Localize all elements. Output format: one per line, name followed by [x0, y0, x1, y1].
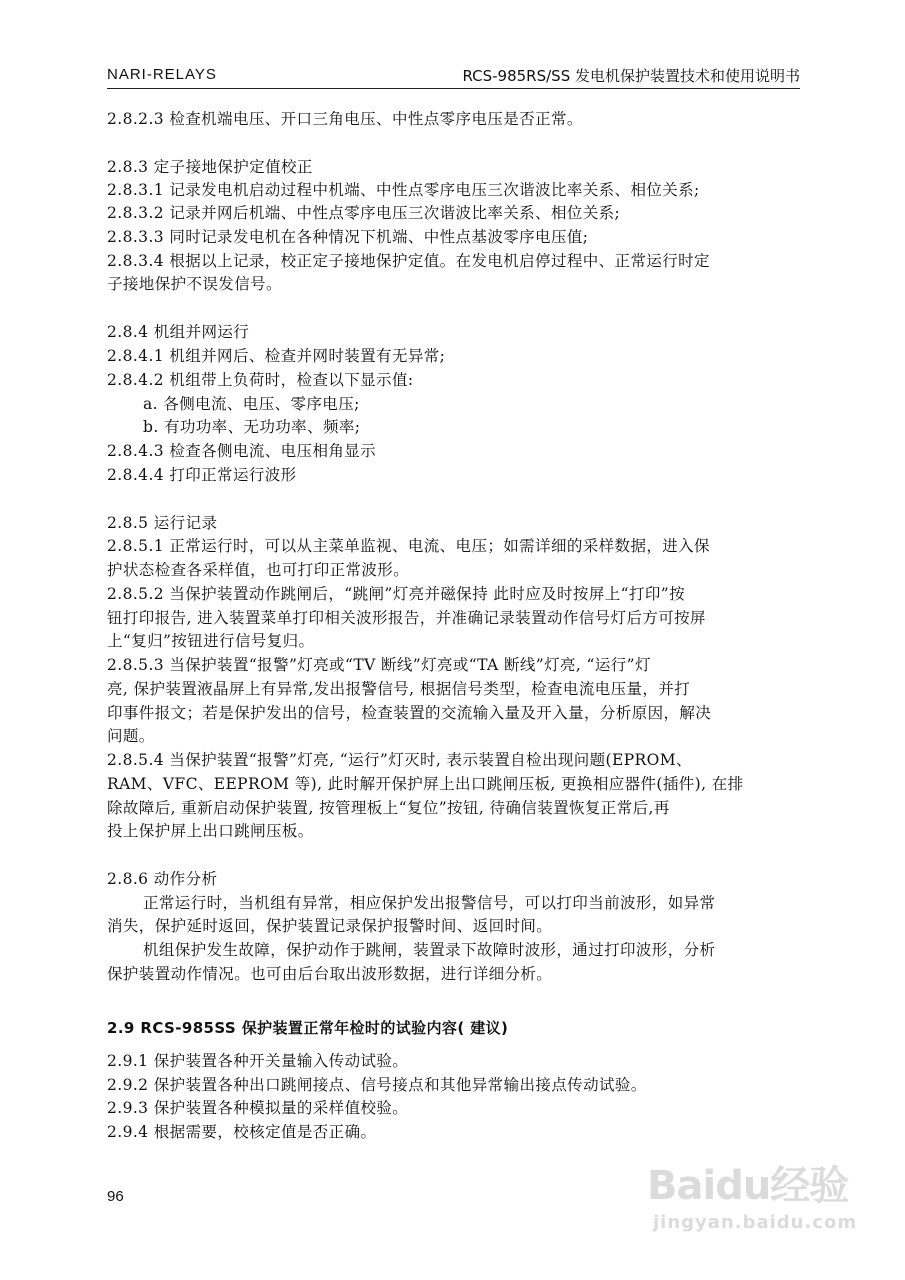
- text-line: 除故障后, 重新启动保护装置, 按管理板上“复位”按钮, 待确信装置恢复正常后,再: [107, 799, 670, 817]
- chapter-heading: 2.9 RCS-985SS 保护装置正常年检时的试验内容( 建议): [107, 1019, 509, 1037]
- text-line: 2.8.2.3 检查机端电压、开口三角电压、中性点零序电压是否正常。: [107, 110, 583, 128]
- text-line: 2.8.5.2 当保护装置动作跳闸后，“跳闸”灯亮并磁保持 此时应及时按屏上“打印”按: [107, 585, 685, 603]
- text-line: 2.8.3.1 记录发电机启动过程中机端、中性点零序电压三次谐波比率关系、相位关系;: [107, 181, 700, 199]
- text-line: 2.8.5.1 正常运行时，可以从主菜单监视、电流、电压；如需详细的采样数据，进入保: [107, 537, 710, 555]
- text-line: 保护装置动作情况。也可由后台取出波形数据，进行详细分析。: [107, 965, 553, 983]
- header-doc-title: RCS-985RS/SS 发电机保护装置技术和使用说明书: [462, 67, 800, 85]
- list-item: a. 各侧电流、电压、零序电压;: [143, 395, 360, 413]
- text-line: 钮打印报告, 进入装置菜单打印相关波形报告，并准确记录装置动作信号灯后方可按屏: [107, 609, 706, 627]
- text-line: 投上保护屏上出口跳闸压板。: [107, 822, 314, 840]
- text-line: RAM、VFC、EEPROM 等), 此时解开保护屏上出口跳闸压板, 更换相应器件(插件), 在排: [107, 775, 744, 793]
- text-line: 亮, 保护装置液晶屏上有异常,发出报警信号, 根据信号类型，检查电流电压量，并打: [107, 680, 691, 698]
- paragraph-first-line: 机组保护发生故障，保护动作于跳闸，装置录下故障时波形，通过打印波形，分析: [143, 941, 716, 959]
- watermark-url: jingyan.baidu.com: [653, 1212, 858, 1233]
- text-line: 上“复归”按钮进行信号复归。: [107, 632, 315, 650]
- text-line: 2.8.3.2 记录并网后机端、中性点零序电压三次谐波比率关系、相位关系;: [107, 204, 621, 222]
- text-line: 2.8.4.4 打印正常运行波形: [107, 466, 297, 484]
- text-line: 2.9.2 保护装置各种出口跳闸接点、信号接点和其他异常输出接点传动试验。: [107, 1076, 647, 1094]
- watermark-logo: Baidu经验: [647, 1163, 849, 1209]
- page-header: [107, 64, 800, 89]
- text-line: 2.8.3.4 根据以上记录，校正定子接地保护定值。在发电机启停过程中、正常运行时定: [107, 252, 710, 270]
- text-line: 2.8.5.4 当保护装置“报警”灯亮, “运行”灯灭时, 表示装置自检出现问题(EPROM、: [107, 751, 692, 769]
- section-heading: 2.8.3 定子接地保护定值校正: [107, 158, 313, 176]
- text-line: 消失，保护延时返回，保护装置记录保护报警时间、返回时间。: [107, 917, 553, 935]
- list-item: b. 有功功率、无功功率、频率;: [143, 418, 361, 436]
- section-heading: 2.8.4 机组并网运行: [107, 323, 250, 341]
- text-line: 2.8.3.3 同时记录发电机在各种情况下机端、中性点基波零序电压值;: [107, 228, 589, 246]
- text-line: 2.9.4 根据需要，校核定值是否正确。: [107, 1123, 377, 1141]
- text-line: 2.8.4.2 机组带上负荷时，检查以下显示值:: [107, 371, 414, 389]
- section-heading: 2.8.6 动作分析: [107, 870, 218, 888]
- text-line: 2.8.4.1 机组并网后、检查并网时装置有无异常;: [107, 347, 446, 365]
- text-line: 2.8.5.3 当保护装置“报警”灯亮或“TV 断线”灯亮或“TA 断线”灯亮, “运行”灯: [107, 656, 651, 674]
- page-number: 96: [107, 1188, 124, 1205]
- text-line: 子接地保护不误发信号。: [107, 275, 282, 293]
- text-line: 印事件报文；若是保护发出的信号，检查装置的交流输入量及开入量，分析原因，解决: [107, 704, 712, 722]
- text-line: 2.8.4.3 检查各侧电流、电压相角显示: [107, 442, 377, 460]
- text-line: 护状态检查各采样值，也可打印正常波形。: [107, 561, 410, 579]
- watermark: [647, 1150, 857, 1250]
- text-line: 问题。: [107, 727, 155, 745]
- text-line: 2.9.3 保护装置各种模拟量的采样值校验。: [107, 1099, 409, 1117]
- text-line: 2.9.1 保护装置各种开关量输入传动试验。: [107, 1052, 409, 1070]
- header-brand: NARI-RELAYS: [107, 66, 217, 83]
- section-heading: 2.8.5 运行记录: [107, 514, 218, 532]
- paragraph-first-line: 正常运行时，当机组有异常，相应保护发出报警信号，可以打印当前波形，如异常: [143, 894, 716, 912]
